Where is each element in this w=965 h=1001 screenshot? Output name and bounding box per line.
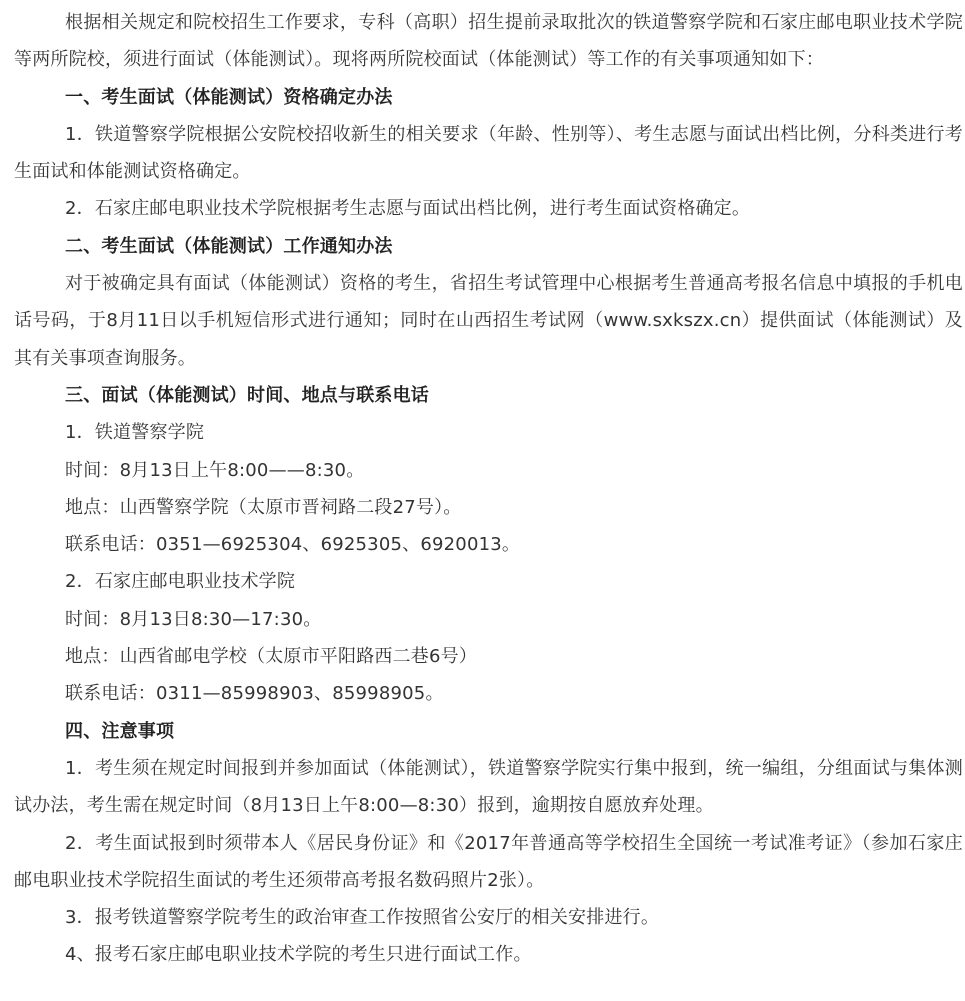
paragraph: 2．石家庄邮电职业技术学院根据考生志愿与面试出档比例，进行考生面试资格确定。 [65, 198, 751, 220]
paragraph: 时间：8月13日8:30—17:30。 [65, 608, 322, 630]
section-heading-1: 一、考生面试（体能测试）资格确定办法 [65, 86, 393, 108]
paragraph: 2．考生面试报到时须带本人《居民身份证》和《2017年普通高等学校招生全国统一考试准考证》（参加石家庄邮电职业技术学院招生面试的考生还须带高考报名数码照片2张）。 [14, 832, 963, 891]
paragraph: 地点：山西警察学院（太原市晋祠路二段27号）。 [65, 496, 462, 518]
paragraph: 1．铁道警察学院 [65, 422, 205, 444]
paragraph: 1．铁道警察学院根据公安院校招收新生的相关要求（年龄、性别等）、考生志愿与面试出档比例，分科类进行考生面试和体能测试资格确定。 [14, 123, 963, 183]
paragraph: 时间：8月13日上午8:00——8:30。 [65, 459, 365, 481]
paragraph: 2．石家庄邮电职业技术学院 [65, 571, 296, 593]
paragraph: 4、报考石家庄邮电职业技术学院的考生只进行面试工作。 [65, 944, 532, 966]
paragraph: 对于被确定具有面试（体能测试）资格的考生，省招生考试管理中心根据考生普通高考报名信息中填报的手机电话号码，于8月11日以手机短信形式进行通知；同时在山西招生考试网（www.sxkszx.cn）提供面试（体能测试）及其有关事项查询服务。 [14, 273, 963, 369]
paragraph: 联系电话：0311—85998903、85998905。 [65, 683, 444, 705]
section-heading-3: 三、面试（体能测试）时间、地点与联系电话 [65, 384, 429, 406]
section-heading-2: 二、考生面试（体能测试）工作通知办法 [65, 235, 393, 257]
paragraph: 3．报考铁道警察学院考生的政治审查工作按照省公安厅的相关安排进行。 [65, 907, 660, 929]
paragraph: 地点：山西省邮电学校（太原市平阳路西二巷6号） [65, 646, 478, 668]
paragraph: 联系电话：0351—6925304、6925305、6920013。 [65, 534, 521, 556]
paragraph: 1．考生须在规定时间报到并参加面试（体能测试），铁道警察学院实行集中报到，统一编组，分组面试与集体测试办法，考生需在规定时间（8月13日上午8:00—8:30）报到，逾期按自愿放弃处理。 [14, 757, 963, 817]
intro-paragraph: 根据相关规定和院校招生工作要求，专科（高职）招生提前录取批次的铁道警察学院和石家庄邮电职业技术学院等两所院校，须进行面试（体能测试）。现将两所院校面试（体能测试）等工作的有关事项通知如下： [14, 12, 963, 71]
section-heading-4: 四、注意事项 [65, 720, 175, 742]
